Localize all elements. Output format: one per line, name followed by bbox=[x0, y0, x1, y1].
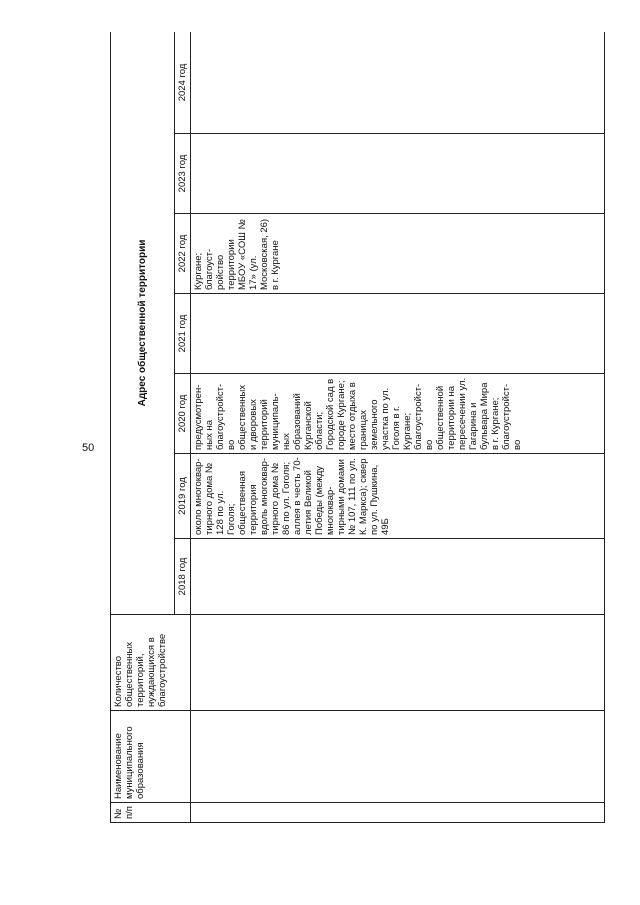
cell-2021 bbox=[191, 294, 605, 374]
header-address-group: Адрес общественной территории bbox=[111, 32, 175, 615]
cell-2019: около многоквар-тирного дома № 128 по ул. Гоголя; общественная территория вдоль многоквар-тирного дома № 86 по ул. Гоголя; аллея в честь 70-летия Великой Победы (между многоквар-тирными домами № 107, 111 по ул. К. Маркса); сквер по ул. Пушкина, 49Б bbox=[191, 454, 605, 539]
header-count: Количество общественных территорий, нуждающихся в благоустройстве bbox=[111, 615, 191, 711]
header-year-2022: 2022 год bbox=[175, 214, 191, 294]
cell-2022: Кургане; благоуст-ройство территории МБОУ «СОШ № 17» (ул. Московская, 26) в г. Кургане bbox=[191, 214, 605, 294]
table-row bbox=[191, 32, 605, 823]
page-number: 50 bbox=[82, 442, 95, 454]
header-num: № п/п bbox=[111, 803, 191, 823]
header-year-2023: 2023 год bbox=[175, 134, 191, 214]
rotated-table-container bbox=[110, 32, 605, 823]
header-name: Наименование муниципального образования bbox=[111, 711, 191, 803]
territory-table bbox=[110, 32, 605, 823]
header-year-2021: 2021 год bbox=[175, 294, 191, 374]
cell-2023 bbox=[191, 134, 605, 214]
table-frame bbox=[110, 32, 605, 823]
header-year-2020: 2020 год bbox=[175, 374, 191, 454]
cell-2020: предусмотрен-ных на благоустройст-во общественных и дворовых территорий муниципаль-ных образований Курганской области; Городской сад в городе Кургане; место отдыха в границах земельного участка по ул. Гоголя в г. Кургане; благоустройст-во общественной территории на пересечении ул. Гагарина и бульвара Мира в г. Кургане; благоустройст-во bbox=[191, 374, 605, 454]
cell-name bbox=[191, 711, 605, 803]
cell-2024 bbox=[191, 32, 605, 134]
header-year-2019: 2019 год bbox=[175, 454, 191, 539]
cell-2018 bbox=[191, 539, 605, 615]
header-year-2018: 2018 год bbox=[175, 539, 191, 615]
header-year-2024: 2024 год bbox=[175, 32, 191, 134]
cell-count bbox=[191, 615, 605, 711]
cell-num bbox=[191, 803, 605, 823]
